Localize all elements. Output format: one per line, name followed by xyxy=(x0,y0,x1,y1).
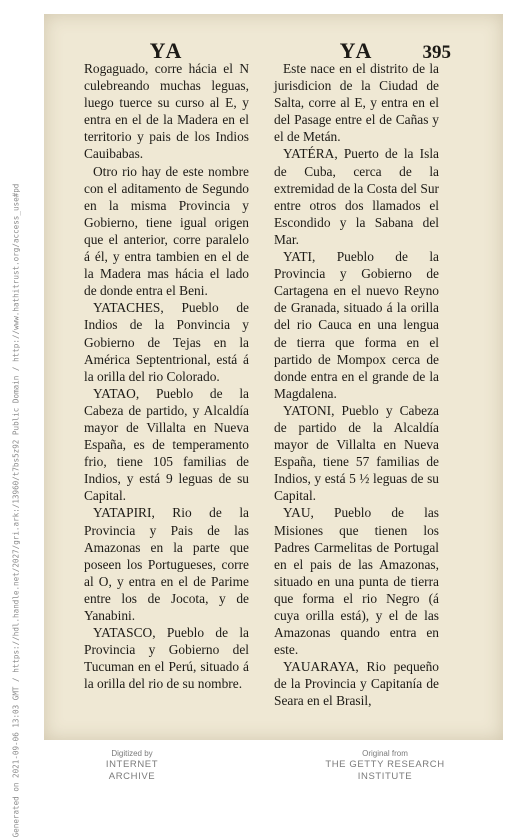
paragraph: Otro rio hay de este nombre con el aditamento de Segundo en la misma Provincia y Gobierno, tiene igual origen que el anterior, corre paralelo á él, y entra tambien en el de la Madera mas hácia el lado de donde entra el Beni. xyxy=(84,163,249,299)
paragraph: Rogaguado, corre hácia el N culebreando muchas leguas, luego tuerce su curso al E, y entra en el de la Madera en el territorio y pais de los Indios Cauibabas. xyxy=(84,61,249,162)
paragraph: YATAPIRI, Rio de la Provincia y Pais de las Amazonas en la parte que poseen los Portugueses, corre al O, y entra en el de Parime entre los de Jocota, y de Yanabini. xyxy=(84,505,249,623)
footer-original-label: Original from xyxy=(362,749,408,758)
paragraph: YATI, Pueblo de la Provincia y Gobierno de Cartagena en el nuevo Reyno de Granada, situado á la orilla del rio Cauca en una lengua de tierra que forma en el partido de Mompox cerca de donde entra en el grande de la Magdalena. xyxy=(274,249,439,401)
left-header xyxy=(84,0,249,63)
paragraph: YATONI, Pueblo y Cabeza de partido de la Alcaldía mayor de Villalta en Nueva España, tiene 57 familias de Indios, y está 5 ½ leguas de su Capital. xyxy=(274,402,439,504)
right-column-text xyxy=(274,60,439,710)
footer-digitized-by xyxy=(82,748,182,783)
footer-digitized-label: Digitized by xyxy=(111,749,153,758)
page-number: 395 xyxy=(422,42,451,63)
paragraph: YAUARAYA, Rio pequeño de la Provincia y Capitanía de Seara en el Brasil, xyxy=(274,659,439,709)
access-stamp xyxy=(2,183,30,837)
paragraph: YATASCO, Pueblo de la Provincia y Gobierno del Tucuman en el Perú, situado á la orilla del rio de su nombre. xyxy=(84,625,249,692)
paragraph: YATAO, Pueblo de la Cabeza de partido, y Alcaldía mayor de Villalta en Nueva España, es de temperamento frio, tiene 105 familias de Indios, y está 9 leguas de su Capital. xyxy=(84,385,249,504)
paragraph: YATÉRA, Puerto de la Isla de Cuba, cerca de la extremidad de la Costa del Sur entre otros dos llamados el Escondido y la Sabana del Mar. xyxy=(274,146,439,247)
running-head-right: YA xyxy=(339,38,374,63)
paragraph: Este nace en el distrito de la jurisdicion de la Ciudad de Salta, corre al E, y entra en el del Pasage entre el de Cañas y el de Metán. xyxy=(274,61,439,145)
left-column-text xyxy=(84,60,249,692)
paragraph: YATACHES, Pueblo de Indios de la Ponvincia y Gobierno de Tejas en la América Septentrional, está á la orilla del rio Colorado. xyxy=(84,300,249,384)
footer-digitizer-name: INTERNET ARCHIVE xyxy=(105,759,159,782)
right-column xyxy=(274,0,451,709)
footer-original-from xyxy=(310,748,460,783)
footer-institution-name: THE GETTY RESEARCH INSTITUTE xyxy=(325,759,445,782)
right-header xyxy=(274,0,451,63)
paragraph: YAU, Pueblo de las Misiones que tienen los Padres Carmelitas de Portugal en el pais de las Amazonas, situado en una punta de tierra que forma el rio Negro (á cuya orilla está), y el de las Amazonas quando entra en este. xyxy=(274,505,439,658)
running-head-left: YA xyxy=(149,38,184,63)
access-stamp-text: Generated on 2021-09-06 13:03 GMT / https://hdl.handle.net/2027/gri.ark:/13960/t7bs5z92 Public Domain / http://www.hathitrust.org/access_use#pd xyxy=(11,183,21,837)
left-column xyxy=(84,0,249,692)
